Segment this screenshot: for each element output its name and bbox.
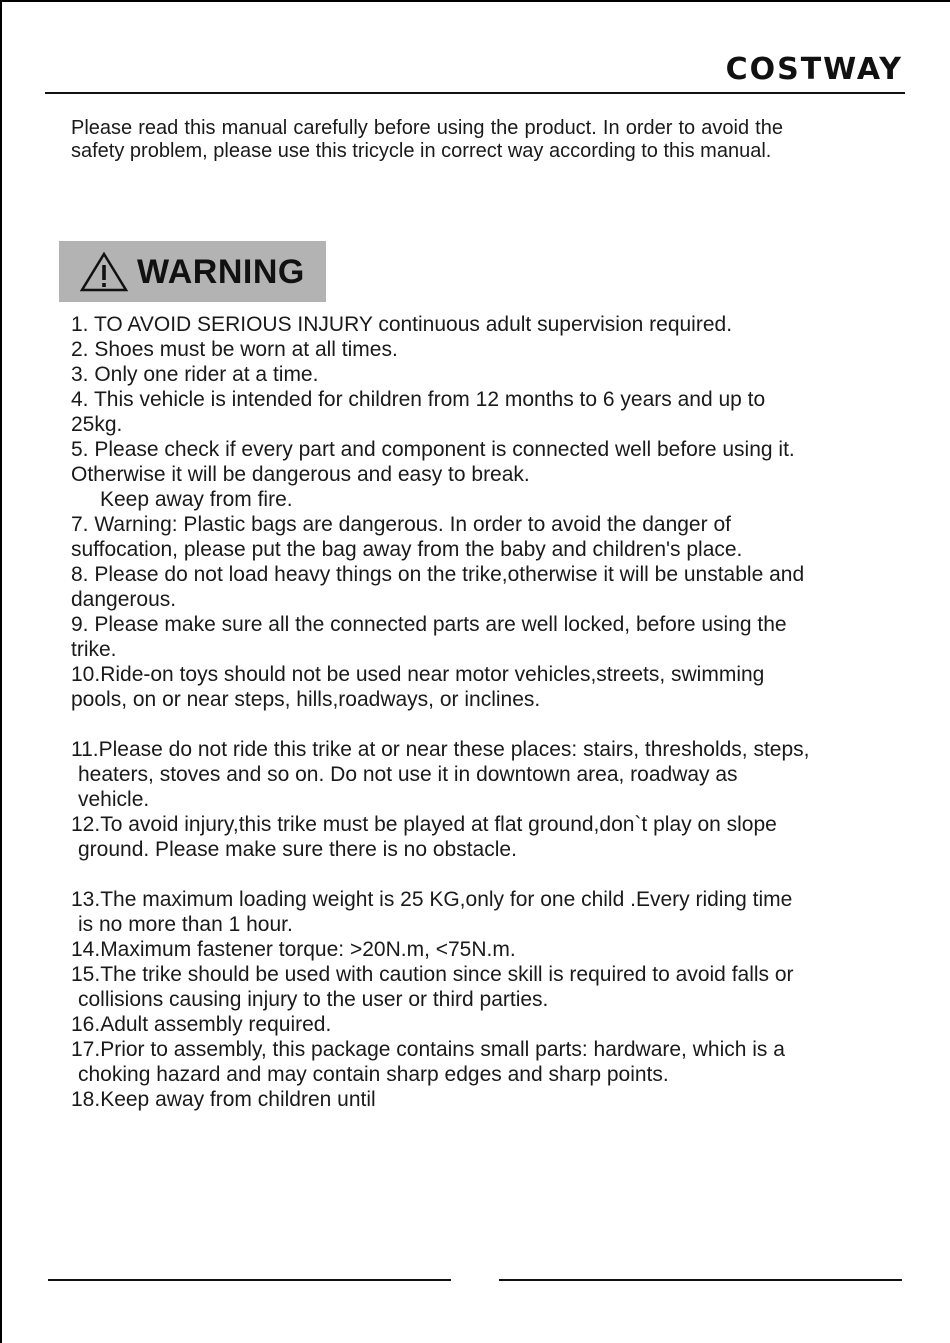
list-item: 7. Warning: Plastic bags are dangerous. In order to avoid the danger of suffocation, please put the bag away from the baby and children's place.	[71, 513, 743, 561]
page-top-border	[0, 0, 950, 2]
list-item: 1. TO AVOID SERIOUS INJURY continuous adult supervision required.	[71, 313, 733, 336]
list-item: 5. Please check if every part and component is connected well before using it. Otherwise it will be dangerous and easy to break.	[71, 438, 795, 486]
list-item: 14.Maximum fastener torque: >20N.m, <75N.m.	[71, 938, 516, 961]
list-item: 4. This vehicle is intended for children from 12 months to 6 years and up to 25kg.	[71, 388, 766, 436]
list-item: 3. Only one rider at a time.	[71, 363, 319, 386]
list-item: 11.Please do not ride this trike at or near these places: stairs, thresholds, steps, heaters, stoves and so on. Do not use it in downtown area, roadway as vehicle.	[71, 738, 810, 811]
list-item: 17.Prior to assembly, this package contains small parts: hardware, which is a choking hazard and may contain sharp edges and sharp points.	[71, 1038, 785, 1086]
list-item: 12.To avoid injury,this trike must be played at flat ground,don`t play on slope ground. Please make sure there is no obstacle.	[71, 813, 777, 861]
list-item: 18.Keep away from children until	[71, 1088, 376, 1111]
brand-logo: COSTWAY	[725, 52, 903, 87]
footer-divider-left	[48, 1279, 451, 1281]
list-item: 9. Please make sure all the connected parts are well locked, before using the trike.	[71, 613, 787, 661]
warning-list	[71, 312, 811, 1112]
warning-title: WARNING	[137, 253, 305, 291]
list-item: 10.Ride-on toys should not be used near motor vehicles,streets, swimming pools, on or near steps, hills,roadways, or inclines.	[71, 663, 765, 711]
list-item: 15.The trike should be used with caution since skill is required to avoid falls or collisions causing injury to the user or third parties.	[71, 963, 794, 1011]
warning-triangle-icon	[79, 251, 129, 293]
list-item: 8. Please do not load heavy things on the trike,otherwise it will be unstable and dangerous.	[71, 563, 805, 611]
list-item: Keep away from fire.	[100, 488, 293, 511]
page-left-border	[0, 0, 2, 1343]
list-item: 2. Shoes must be worn at all times.	[71, 338, 398, 361]
intro-paragraph: Please read this manual carefully before using the product. In order to avoid the safety problem, please use this tricycle in correct way according to this manual.	[71, 117, 783, 162]
list-item: 13.The maximum loading weight is 25 KG,only for one child .Every riding time is no more than 1 hour.	[71, 888, 793, 936]
footer-divider-right	[499, 1279, 902, 1281]
warning-banner	[59, 241, 326, 302]
list-item: 16.Adult assembly required.	[71, 1013, 332, 1036]
header-divider	[45, 92, 905, 94]
